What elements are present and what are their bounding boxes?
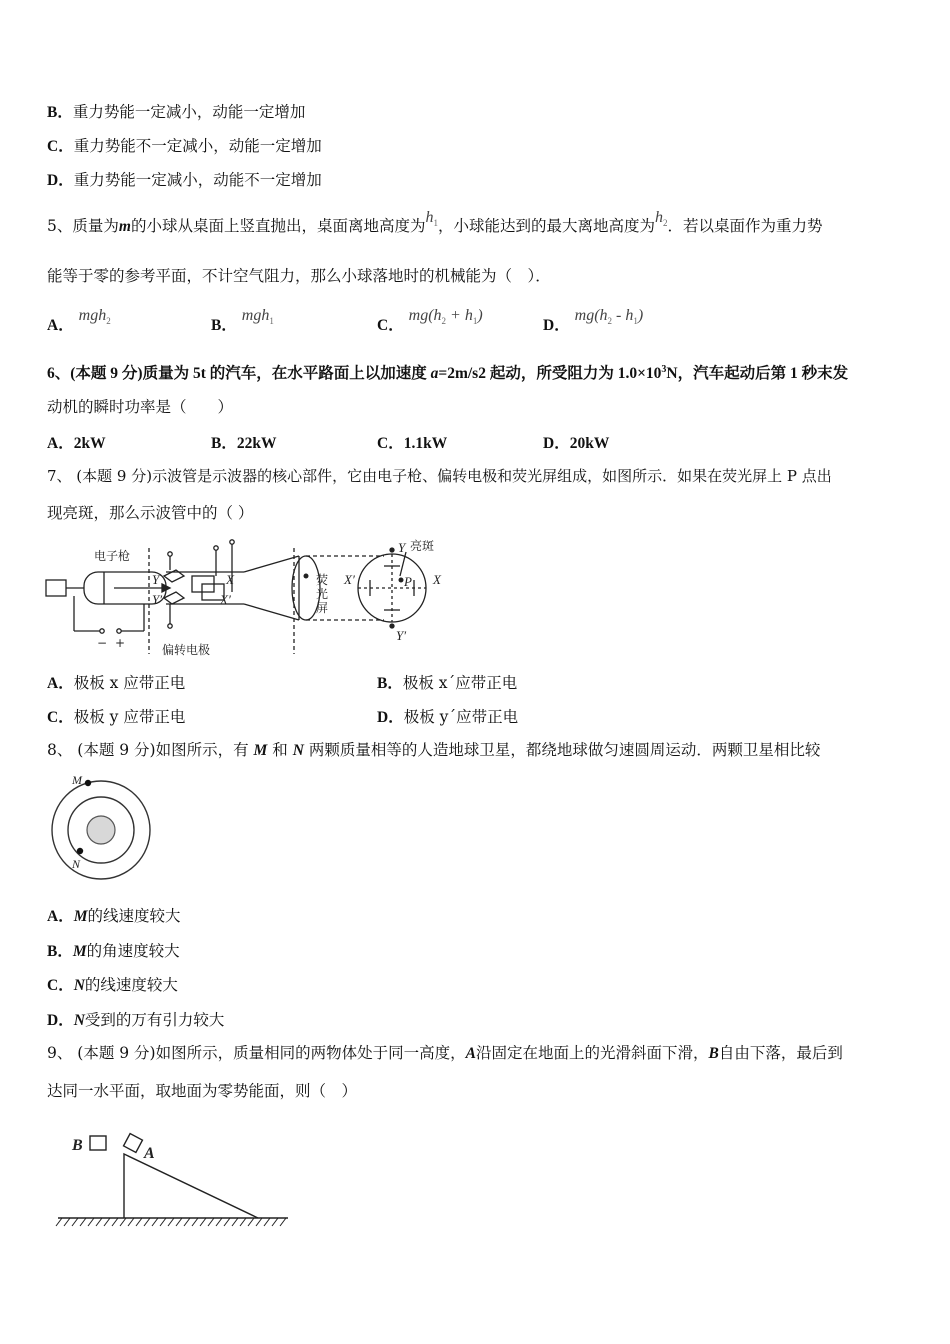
q4-option-b (47, 102, 305, 123)
q5-text-d: ．若以桌面作为重力势 (667, 217, 823, 235)
q5-stem-line1 (47, 209, 823, 242)
expr-sub: 1 (633, 316, 638, 327)
q8-and: 和 (267, 741, 293, 759)
q6-option-a (47, 431, 106, 453)
label-front-Xp: X′ (344, 572, 355, 587)
ground-hatch (56, 1218, 286, 1226)
option-letter: C． (47, 709, 74, 726)
option-letter: D． (377, 709, 404, 726)
q5-option-a (47, 307, 111, 336)
option-text: 22kW (236, 435, 277, 452)
option-text: 重力势能一定减小，动能一定增加 (72, 103, 306, 121)
q6-stem-line2: 动机的瞬时功率是（ ） (47, 398, 234, 416)
label-P: P (404, 574, 412, 589)
label-front-X: X (433, 572, 441, 587)
expr-sub: 2 (441, 316, 447, 327)
label-N: N (72, 857, 81, 871)
q6-text-c: N，汽车起动后第 1 秒末发 (666, 365, 849, 383)
q5-text-b: 的小球从桌面上竖直抛出，桌面离地高度为 (130, 217, 426, 235)
expr-part: - h (612, 307, 634, 324)
option-letter: D． (47, 1012, 74, 1029)
option-letter: A． (47, 908, 74, 925)
expr-sub: 1 (472, 316, 478, 327)
option-var: N (73, 1012, 85, 1029)
screen-char-2: 光 (316, 587, 329, 601)
option-var: M (72, 943, 87, 960)
q8-option-b (47, 941, 180, 962)
expr-base: mgh (78, 307, 107, 324)
incline-slope (124, 1154, 258, 1218)
label-Xp: X′ (220, 592, 231, 607)
option-text: 极板 x 应带正电 (73, 674, 186, 692)
screen-char-3: 屏 (316, 601, 329, 615)
q4-option-d (47, 170, 322, 191)
option-letter: B． (211, 435, 237, 452)
q8-text-b: 两颗质量相等的人造地球卫星，都绕地球做匀速圆周运动．两颗卫星相比较 (303, 741, 821, 759)
option-text: 极板 x´应带正电 (402, 674, 518, 692)
var-A: A (465, 1045, 476, 1062)
label-bright-spot: 亮斑 (410, 539, 435, 553)
expr-sub: 2 (607, 316, 613, 327)
spot-dot (399, 578, 404, 583)
q6-option-b (211, 431, 276, 453)
label-front-Y: Y (398, 540, 406, 555)
option-text: 2kW (73, 435, 106, 452)
option-text: 极板 y´应带正电 (403, 708, 519, 726)
option-letter: D． (47, 172, 74, 189)
math-h2 (654, 209, 668, 229)
option-letter: C． (47, 138, 74, 155)
label-front-Yp: Y′ (396, 628, 407, 643)
h1-sub: 1 (433, 218, 438, 229)
option-var: M (73, 908, 88, 925)
expr-part: ) (637, 307, 644, 324)
option-text: 的线速度较大 (87, 907, 181, 925)
expr-part: mg(h (408, 307, 442, 324)
label-electron-gun: 电子枪 (94, 549, 131, 563)
q7-option-c (47, 705, 185, 727)
option-var: N (73, 977, 85, 994)
label-M: M (72, 773, 82, 787)
q6-text-a: 6、(本题 9 分)质量为 5t 的汽车，在水平路面上以加速度 (47, 365, 431, 383)
label-B: B (72, 1137, 83, 1154)
option-letter: C． (47, 977, 74, 994)
expr-sub: 2 (106, 316, 111, 327)
satellite-m (85, 780, 91, 786)
satellite-orbits-figure (46, 770, 156, 880)
expr-part: ) (477, 307, 483, 324)
q7-option-a (47, 671, 185, 693)
q6-option-d (543, 431, 609, 453)
q5-stem-line2: 能等于零的参考平面，不计空气阻力，那么小球落地时的机械能为（ ）． (47, 267, 551, 285)
screen-spot-dot (304, 574, 309, 579)
option-letter: A． (47, 317, 74, 334)
q8-text-a: 8、 (本题 9 分)如图所示，有 (47, 741, 254, 759)
q5-option-c (377, 307, 483, 336)
q8-option-c (47, 975, 178, 996)
q5-option-b (211, 307, 274, 336)
option-text: 20kW (569, 435, 610, 452)
incline-figure (54, 1128, 294, 1232)
option-expr (241, 307, 274, 327)
math-h1 (425, 209, 438, 229)
option-letter: D． (543, 435, 570, 452)
option-text: 的线速度较大 (84, 976, 178, 994)
h2-base: h (654, 209, 663, 226)
label-minus: − (97, 636, 108, 650)
option-text: 极板 y 应带正电 (73, 708, 186, 726)
var-m: m (118, 218, 131, 235)
label-A: A (144, 1145, 155, 1162)
option-text: 受到的万有引力较大 (84, 1011, 225, 1029)
label-Yp: Y′ (152, 592, 163, 607)
oscilloscope-tube-figure (44, 536, 464, 660)
q8-option-d (47, 1010, 224, 1031)
var-a: a (430, 365, 439, 383)
expr-part: mg(h (574, 307, 608, 324)
q7-option-b (377, 671, 517, 693)
option-letter: A． (47, 675, 74, 692)
q6-stem-line1 (47, 360, 848, 384)
exponent: 3 (661, 364, 667, 375)
option-letter: B． (47, 104, 73, 121)
q7-stem-line1: 7、 (本题 9 分)示波管是示波器的核心部件，它由电子枪、偏转电极和荧光屏组成，如图所示．如果在荧光屏上 P 点出 (47, 467, 832, 485)
option-text: 1.1kW (403, 435, 448, 452)
expr-part: + h (446, 307, 473, 324)
h1-base: h (425, 209, 434, 226)
option-letter: B． (211, 317, 237, 334)
label-Y: Y (152, 572, 160, 587)
expr-sub: 1 (269, 316, 274, 327)
var-N: N (292, 742, 304, 759)
q6-option-c (377, 431, 447, 453)
satellite-n (77, 848, 83, 854)
option-text: 重力势能一定减小，动能不一定增加 (73, 171, 322, 189)
label-X: X (226, 572, 234, 587)
q7-option-d (377, 705, 518, 727)
q5-text-c: ，小球能达到的最大离地高度为 (437, 217, 655, 235)
q4-option-c (47, 136, 322, 157)
option-expr (78, 307, 111, 327)
var-M: M (253, 742, 268, 759)
option-text: 重力势能不一定减小，动能一定增加 (73, 137, 322, 155)
earth (87, 816, 115, 844)
q5-text-a: 5、质量为 (47, 217, 119, 235)
q8-option-a (47, 906, 181, 927)
option-text: 的角速度较大 (86, 942, 180, 960)
option-letter: D． (543, 317, 570, 334)
h2-sub: 2 (662, 218, 668, 229)
q9-stem-line2: 达同一水平面，取地面为零势能面，则（ ） (47, 1082, 358, 1100)
option-expr (408, 307, 483, 327)
option-letter: A． (47, 435, 74, 452)
q9-text-b: 沿固定在地面上的光滑斜面下滑， (475, 1044, 709, 1062)
q6-text-b: =2m/s2 起动，所受阻力为 1.0×10 (438, 365, 662, 383)
option-letter: C． (377, 317, 404, 334)
option-expr (574, 307, 644, 327)
block-b (90, 1136, 106, 1150)
q5-option-d (543, 307, 644, 336)
q9-text-c: 自由下落，最后到 (718, 1044, 843, 1062)
option-letter: C． (377, 435, 404, 452)
option-letter: B． (47, 943, 73, 960)
option-letter: B． (377, 675, 403, 692)
label-screen (316, 573, 328, 615)
q9-stem-line1 (47, 1043, 843, 1064)
q9-text-a: 9、 (本题 9 分)如图所示，质量相同的两物体处于同一高度， (47, 1044, 466, 1062)
q7-stem-line2: 现亮斑，那么示波管中的（ ） (47, 504, 254, 522)
expr-base: mgh (241, 307, 270, 324)
var-B: B (708, 1045, 719, 1062)
label-plus: + (115, 636, 126, 650)
block-a (124, 1134, 143, 1153)
screen-char-1: 荧 (316, 573, 329, 587)
label-deflection-electrode: 偏转电极 (162, 643, 211, 657)
q8-stem (47, 740, 820, 761)
